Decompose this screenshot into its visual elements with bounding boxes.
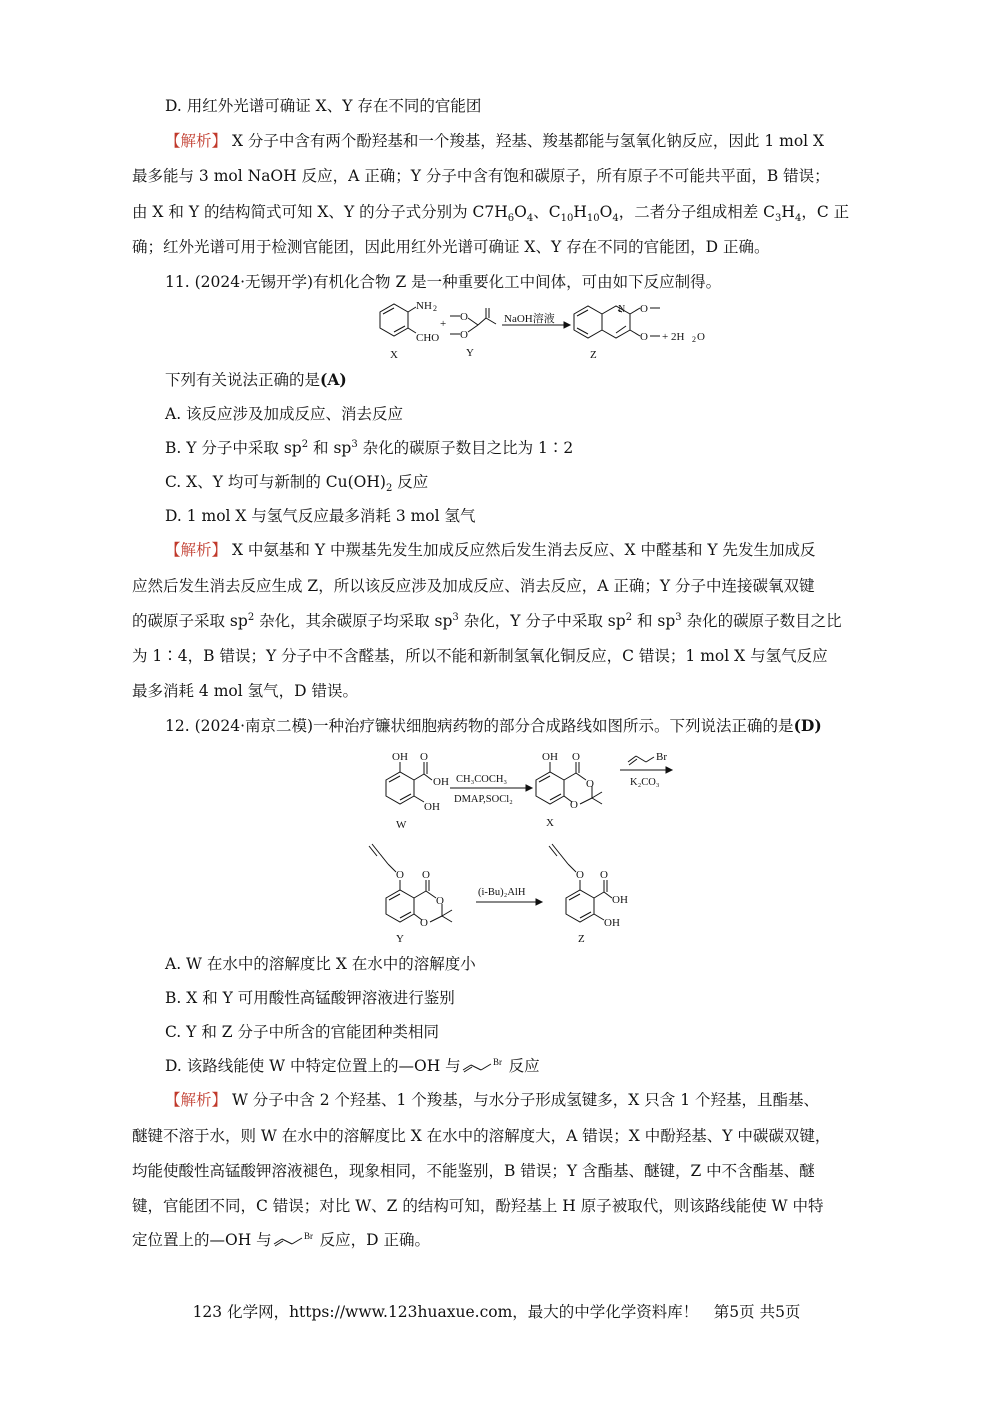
- x-o-carbonyl: O: [572, 751, 580, 763]
- q12-option-b: B. X 和 Y 可用酸性高锰酸钾溶液进行鉴别: [165, 989, 455, 1007]
- text: 反应: [392, 473, 429, 491]
- text: 反应，D 正确。: [319, 1231, 431, 1249]
- text: 杂化，Y 分子中采取 sp: [458, 612, 626, 630]
- text: ，二者分子组成相差 C: [618, 203, 776, 221]
- z-o-carbonyl: O: [600, 869, 608, 881]
- analysis-tag: 【解析】: [165, 1091, 228, 1109]
- q11-option-d: D. 1 mol X 与氢气反应最多消耗 3 mol 氢气: [165, 507, 476, 525]
- text: ，C 正: [801, 203, 850, 221]
- q11-analysis-line2: 应然后发生消去反应生成 Z，所以该反应涉及加成反应、消去反应，A 正确；Y 分子中连接碳氧双键: [132, 577, 815, 595]
- label-x: X: [546, 817, 554, 829]
- q11-question: [165, 370, 929, 390]
- svg-text:N: N: [618, 304, 626, 315]
- text: 杂化的碳原子数目之比为 1∶2: [357, 439, 574, 457]
- text: 和 sp: [632, 612, 676, 630]
- reagent2-bottom: K₂CO₃: [630, 777, 660, 788]
- text: 反应: [508, 1057, 540, 1075]
- z-oh: OH: [604, 917, 620, 929]
- q10-analysis-line3: 由 X 和 Y 的结构简式可知 X、Y 的分子式分别为 $C7H_6O_4$、$C_{10}H_{10}O_4$，二者分子组成相差 $C_3H_4$，C 正: [132, 203, 850, 225]
- reagent1-bottom: DMAP,SOCl₂: [454, 794, 513, 805]
- allyl-bromide-icon: [461, 1056, 509, 1074]
- q11-stem: 11. (2024·无锡开学)有机化合物 Z 是一种重要化工中间体，可由如下反应制得。: [165, 273, 722, 291]
- y-o-ring2: O: [420, 917, 428, 929]
- q12-option-a: A. W 在水中的溶解度比 X 在水中的溶解度小: [165, 955, 476, 973]
- label-y: Y: [466, 347, 474, 359]
- w-oh-top: OH: [392, 751, 408, 763]
- text: C. X、Y 均可与新制的 Cu(OH): [165, 473, 386, 491]
- q11-option-c: C. X、Y 均可与新制的 $Cu(OH)_2$ 反应: [165, 473, 429, 495]
- z-oh-acid: OH: [612, 894, 628, 906]
- q12-analysis-line2: 醚键不溶于水，则 W 在水中的溶解度比 X 在水中的溶解度大，A 错误；X 中酚羟基、Y 中碳碳双键，: [132, 1127, 831, 1145]
- text: 12. (2024·南京二模)一种治疗镰状细胞病药物的部分合成路线如图所示。下列说法正确的是: [165, 717, 794, 735]
- svg-text:2: 2: [433, 304, 437, 313]
- q11-option-b: B. Y 分子中采取 $sp^2$ 和 $sp^3$ 杂化的碳原子数目之比为 1∶2: [165, 438, 574, 457]
- text: 杂化的碳原子数目之比: [681, 612, 842, 630]
- q11-reagent: NaOH溶液: [504, 313, 555, 325]
- q11-analysis-line1: [165, 540, 896, 560]
- q11-analysis-line4: 为 1∶4，B 错误；Y 分子中不含醛基，所以不能和新制氢氧化铜反应，C 错误；1 mol X 与氢气反应: [132, 647, 828, 665]
- water-o: O: [697, 331, 705, 343]
- q11-analysis-line5: 最多消耗 4 mol 氢气，D 错误。: [132, 682, 358, 700]
- text: D. 该路线能使 W 中特定位置上的—OH 与: [165, 1057, 461, 1075]
- label-w: W: [396, 819, 407, 831]
- q11-option-a: A. 该反应涉及加成反应、消去反应: [165, 405, 404, 423]
- x-oh: OH: [542, 751, 558, 763]
- q10-analysis-line4: 确；红外光谱可用于检测官能团，因此用红外光谱可确证 X、Y 存在不同的官能团，D 正确。: [132, 238, 770, 256]
- text: 的碳原子采取 sp: [132, 612, 248, 630]
- q11-answer: (A): [320, 370, 347, 389]
- text: 下列有关说法正确的是: [165, 371, 321, 389]
- analysis-text: X 分子中含有两个酚羟基和一个羧基，羟基、羧基都能与氢氧化钠反应，因此 1 mol X: [227, 132, 825, 150]
- q11-reaction-scheme: [360, 296, 720, 364]
- analysis-tag: 【解析】: [165, 541, 228, 559]
- text: 由 X 和 Y 的结构简式可知 X、Y 的分子式分别为 C: [132, 203, 485, 221]
- y-o-ring: O: [436, 895, 444, 907]
- w-oh-bottom: OH: [424, 801, 440, 813]
- svg-text:O: O: [460, 329, 468, 341]
- svg-text:O: O: [460, 311, 468, 323]
- reagent1-top: CH₃COCH₃: [456, 774, 508, 785]
- text: 和 sp: [308, 439, 352, 457]
- q12-analysis-line5: [132, 1230, 896, 1250]
- z-o-ether: O: [576, 869, 584, 881]
- analysis-tag: 【解析】: [165, 132, 228, 150]
- q12-synthesis-route: [360, 740, 690, 950]
- allyl-bromide-icon: [272, 1230, 320, 1248]
- w-o: O: [420, 751, 428, 763]
- label-y: Y: [396, 933, 404, 945]
- br-label: Br: [656, 751, 667, 763]
- q11-analysis-line3: 的碳原子采取 $sp^2$ 杂化，其余碳原子均采取 $sp^3$ 杂化，Y 分子中采取 $sp^2$ 和 $sp^3$ 杂化的碳原子数目之比: [132, 611, 842, 630]
- label-z: Z: [590, 349, 597, 361]
- page-footer: 123 化学网，https://www.123huaxue.com，最大的中学化学资料库！ 第5页 共5页: [192, 1303, 801, 1321]
- nh2-label: NH: [416, 300, 432, 312]
- svg-text:O: O: [640, 331, 648, 343]
- w-oh-acid: OH: [433, 776, 449, 788]
- cho-label: CHO: [416, 332, 440, 344]
- text: 杂化，其余碳原子均采取 sp: [254, 612, 453, 630]
- y-o-carbonyl: O: [422, 869, 430, 881]
- water-label: + 2H: [662, 331, 685, 343]
- q12-analysis-line1: [165, 1090, 896, 1110]
- label-z: Z: [578, 933, 585, 945]
- q12-option-c: C. Y 和 Z 分子中所含的官能团种类相同: [165, 1023, 439, 1041]
- q10-analysis-line1: [165, 131, 896, 151]
- text: B. Y 分子中采取 sp: [165, 439, 302, 457]
- reagent3: (i-Bu)₂AlH: [478, 887, 526, 898]
- q10-analysis-line2: 最多能与 3 mol NaOH 反应，A 正确；Y 分子中含有饱和碳原子，所有原子不可能共平面，B 错误；: [132, 167, 830, 185]
- br-label: Br: [492, 1057, 502, 1067]
- q12-stem: [165, 716, 929, 736]
- label-x: X: [390, 349, 398, 361]
- y-o-ether: O: [396, 869, 404, 881]
- q12-analysis-line4: 键，官能团不同，C 错误；对比 W、Z 的结构可知，酚羟基上 H 原子被取代，则该路线能使 W 中特: [132, 1197, 824, 1215]
- q12-answer: (D): [793, 716, 822, 735]
- svg-text:O: O: [640, 303, 648, 315]
- x-o-ring: O: [586, 778, 594, 790]
- x-o-ring2: O: [570, 799, 578, 811]
- q10-option-d: D. 用红外光谱可确证 X、Y 存在不同的官能团: [165, 97, 482, 115]
- text: X 中氨基和 Y 中羰基先发生加成反应然后发生消去反应、X 中醛基和 Y 先发生加成反: [227, 541, 816, 559]
- text: W 分子中含 2 个羟基、1 个羧基，与水分子形成氢键多，X 只含 1 个羟基，且酯基、: [227, 1091, 819, 1109]
- text: 定位置上的—OH 与: [132, 1231, 272, 1249]
- q12-option-d: [165, 1056, 929, 1076]
- svg-text:+: +: [440, 318, 447, 330]
- svg-text:2: 2: [692, 335, 696, 344]
- q12-analysis-line3: 均能使酸性高锰酸钾溶液褪色，现象相同，不能鉴别，B 错误；Y 含酯基、醚键，Z 中不含酯基、醚: [132, 1162, 815, 1180]
- br-label: Br: [303, 1231, 313, 1241]
